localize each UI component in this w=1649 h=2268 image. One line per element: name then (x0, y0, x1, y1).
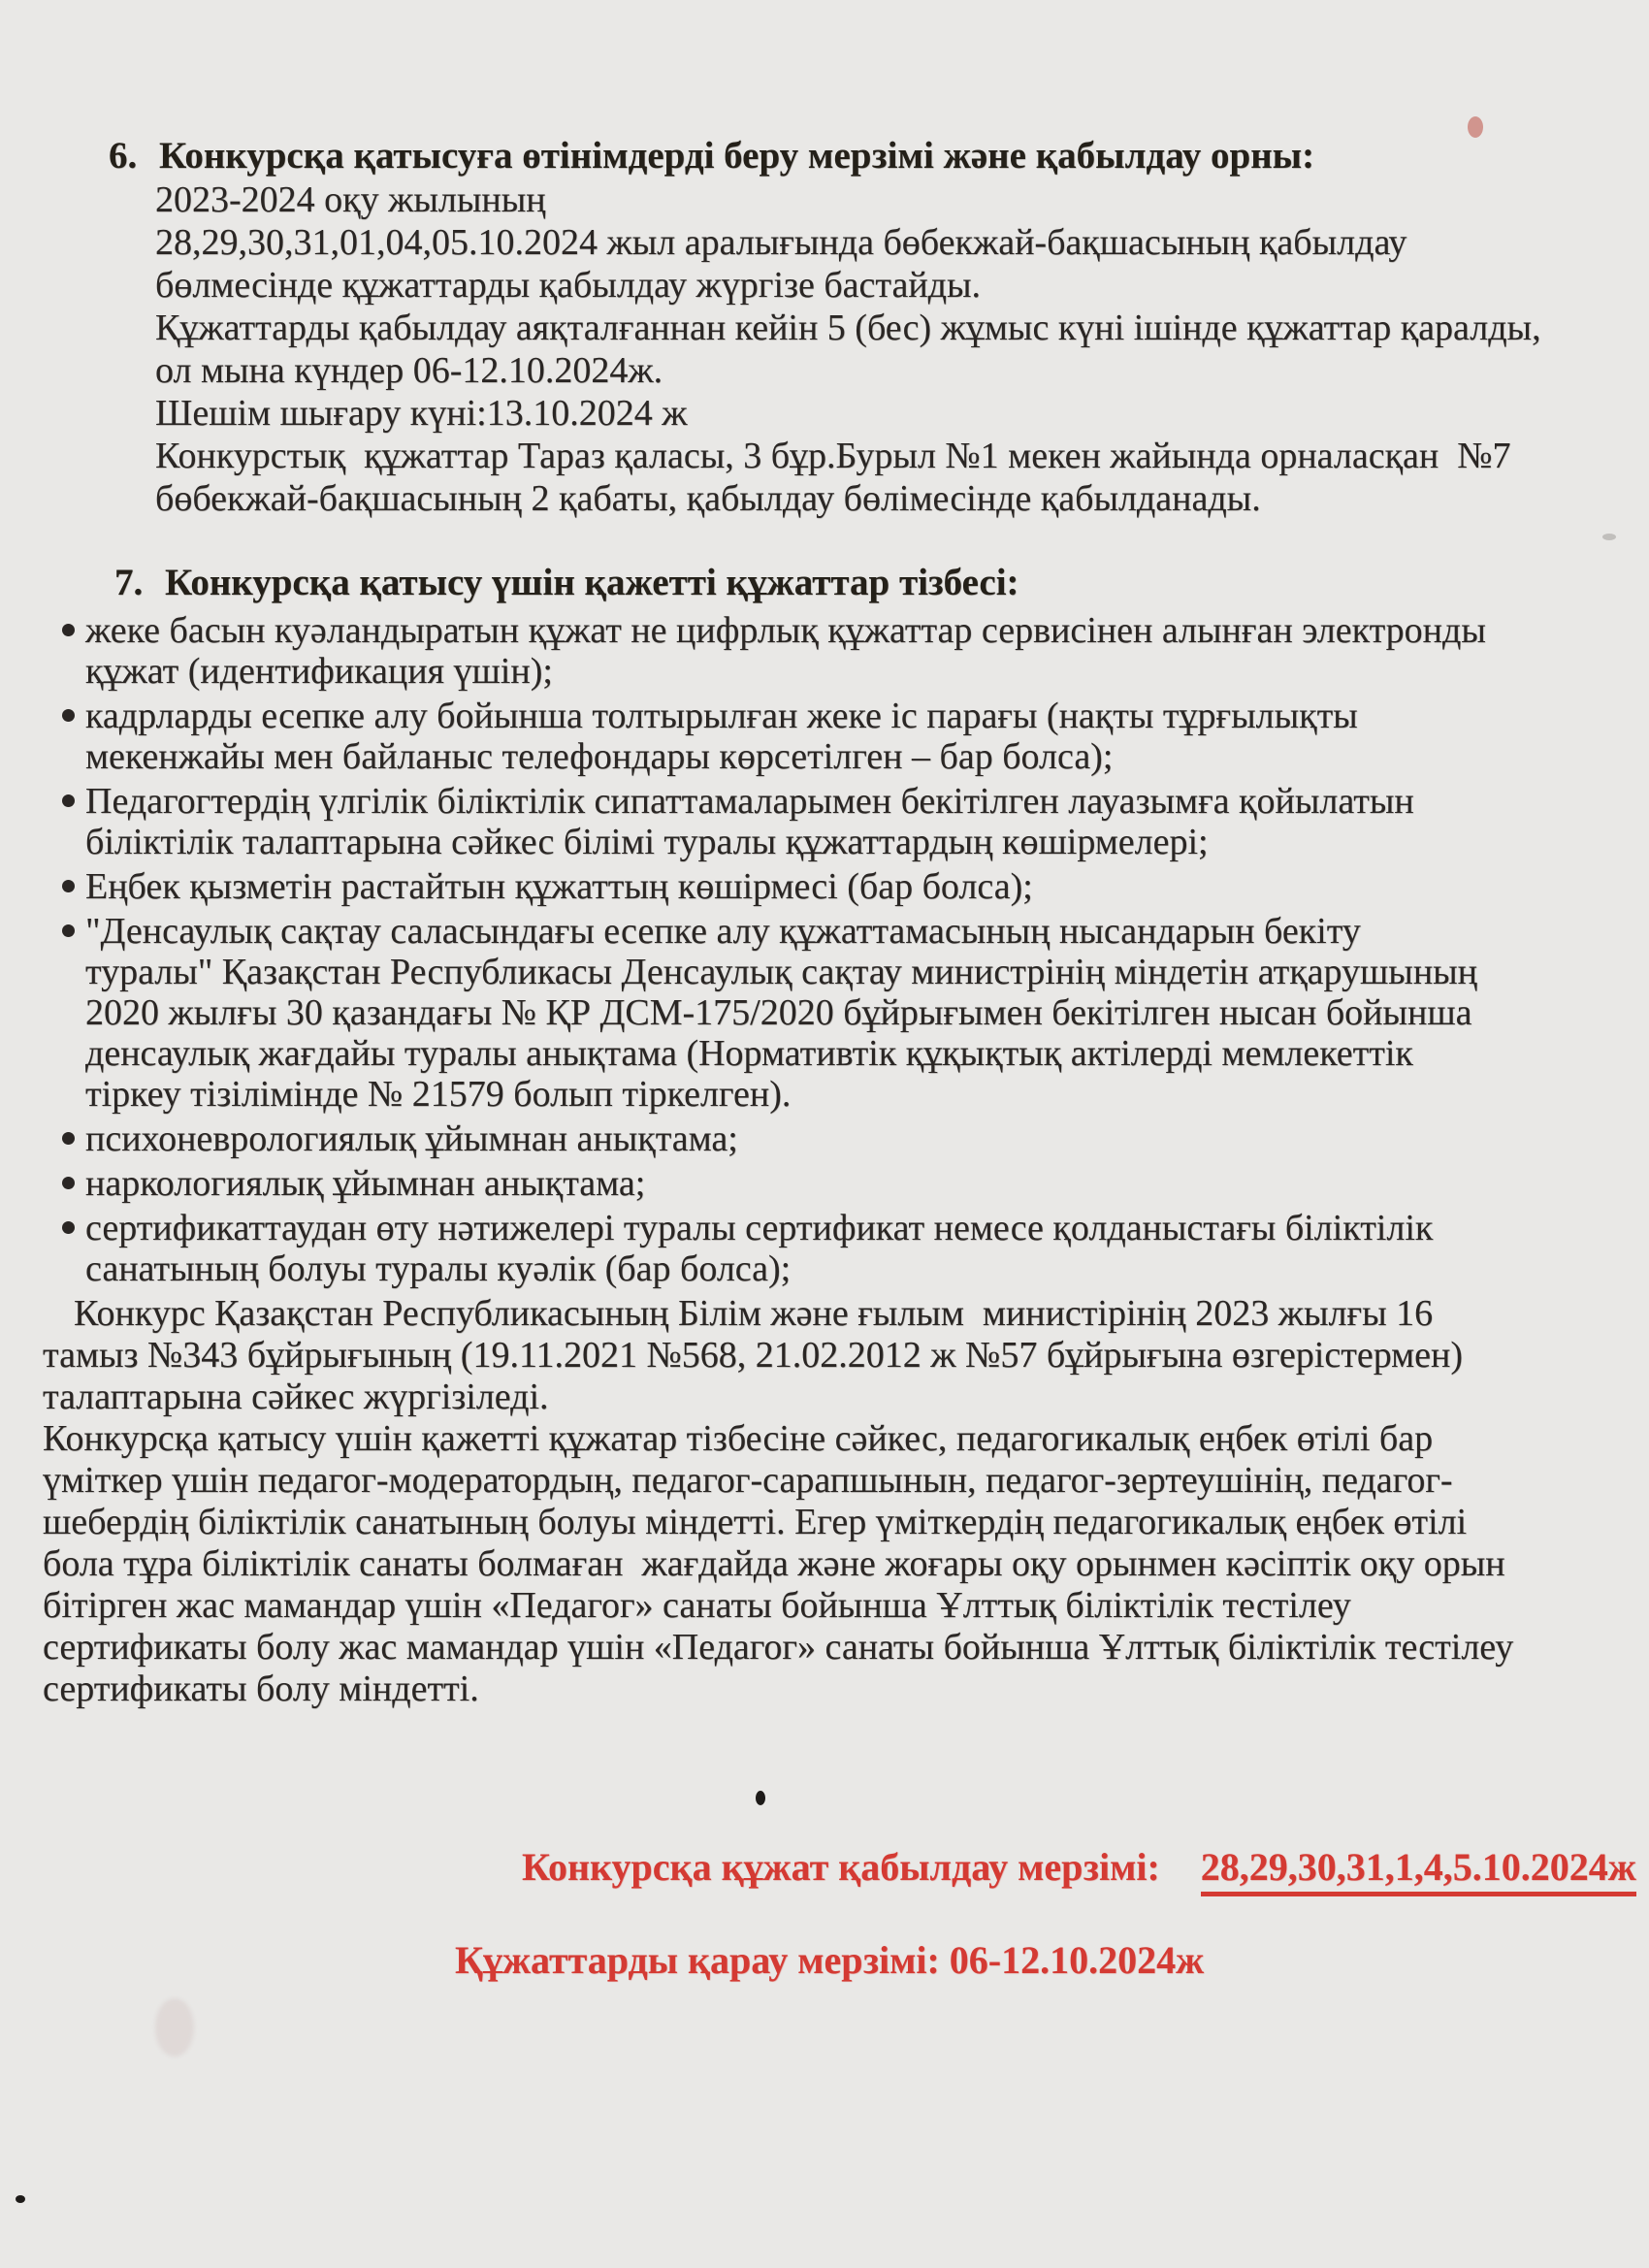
paragraph-line: бітірген жас мамандар үшін «Педагог» санаты бойынша Ұлттық біліктілік тестілеу (43, 1585, 1351, 1626)
section-6-number: 6. (109, 135, 138, 177)
list-item (0, 1118, 1649, 1159)
list-item-line: сертификаттаудан өту нәтижелері туралы сертификат немесе қолданыстағы біліктілік (85, 1208, 1434, 1248)
section-6-title: Конкурсқа қатысуға өтінімдерді беру мерзімі және қабылдау орны: (159, 135, 1315, 177)
scan-smudge (155, 1998, 194, 2057)
required-documents-list (0, 610, 1649, 1289)
section-7-number: 7. (114, 562, 144, 603)
scan-speck (16, 2195, 25, 2203)
bullet-icon (62, 1132, 75, 1145)
section-7-title: Конкурсқа қатысу үшін қажетті құжаттар тізбесі: (165, 562, 1019, 603)
list-item-line: психоневрологиялық ұйымнан анықтама; (85, 1118, 738, 1159)
section-6-body (155, 178, 1649, 520)
acceptance-period-line (444, 1798, 1649, 1937)
paragraph-line: тамыз №343 бұйрығының (19.11.2021 №568, 21.02.2012 ж №57 бұйрығына өзгерістермен) (43, 1335, 1464, 1376)
paragraph-line: шебердің біліктілік санатының болуы міндетті. Егер үміткердің педагогикалық еңбек өтілі (43, 1502, 1468, 1542)
list-item-line: Педагогтердің үлгілік біліктілік сипаттамаларымен бекітілген лауазымға қойылатын (85, 781, 1414, 822)
text-line: Шешім шығару күні:13.10.2024 ж (155, 393, 688, 434)
section-7-heading (114, 561, 1649, 605)
paragraph-line: Конкурсқа қатысу үшін қажетті құжатар тізбесіне сәйкес, педагогикалық еңбек өтілі бар (43, 1418, 1434, 1459)
list-item-line: денсаулық жағдайы туралы анықтама (Нормативтік құқықтық актілерді мемлекеттік (85, 1033, 1413, 1074)
list-item-line: жеке басын куәландыратын құжат не цифрлық құжаттар сервисінен алынған электронды (85, 610, 1486, 651)
text-line: Конкурстық құжаттар Тараз қаласы, 3 бұр.Бурыл №1 мекен жайында орналасқан №7 (155, 436, 1511, 476)
bullet-icon (62, 709, 75, 722)
bullet-icon (62, 924, 75, 937)
list-item-line: біліктілік талаптарына сәйкес білімі туралы құжаттардың көшірмелері; (85, 822, 1209, 862)
scan-speck (1602, 534, 1616, 540)
text-line: 2023-2024 оқу жылының (155, 179, 546, 220)
list-item-line: кадрларды есепке алу бойынша толтырылған жеке іс парағы (нақты тұрғылықты (85, 696, 1358, 736)
text-line: бөлмесінде құжаттарды қабылдау жүргізе бастайды. (155, 265, 982, 306)
list-item (0, 781, 1649, 862)
list-item-line: санатының болуы туралы куәлік (бар болса); (85, 1248, 792, 1289)
text-line: ол мына күндер 06-12.10.2024ж. (155, 350, 663, 391)
legal-basis-paragraph (43, 1293, 1649, 1418)
list-item (0, 696, 1649, 777)
text-line: Құжаттарды қабылдау аяқталғаннан кейін 5 (бес) жұмыс күні ішінде құжаттар қаралды, (155, 308, 1541, 348)
review-period-line: Құжаттарды қарау мерзімі: 06-12.10.2024ж (455, 1938, 1205, 1982)
section-6-heading (109, 134, 1649, 178)
list-item-line: Еңбек қызметін растайтын құжаттың көшірмесі (бар болса); (85, 866, 1033, 907)
paragraph-line: талаптарына сәйкес жүргізіледі. (43, 1377, 549, 1417)
bullet-icon (62, 880, 75, 892)
list-item-line: наркологиялық ұйымнан анықтама; (85, 1163, 646, 1204)
list-item-line: 2020 жылғы 30 қазандағы № ҚР ДСМ-175/2020 бұйрығымен бекітілген нысан бойынша (85, 992, 1472, 1033)
list-item (0, 1208, 1649, 1289)
footer-notice (0, 1798, 1649, 1984)
list-item (0, 1163, 1649, 1204)
bullet-icon (62, 1221, 75, 1234)
paragraph-line: сертификаты болу жас мамандар үшін «Педагог» санаты бойынша Ұлттық біліктілік тестілеу (43, 1627, 1514, 1668)
text-line: 28,29,30,31,01,04,05.10.2024 жыл аралығында бөбекжай-бақшасының қабылдау (155, 222, 1407, 263)
paragraph-line: сертификаты болу міндетті. (43, 1669, 479, 1709)
bullet-icon (62, 794, 75, 807)
scan-speck (756, 1791, 765, 1805)
list-item (0, 911, 1649, 1115)
acceptance-period-label: Конкурсқа құжат қабылдау мерзімі: (522, 1845, 1160, 1889)
list-item-line: мекенжайы мен байланыс телефондары көрсетілген – бар болса); (85, 736, 1114, 777)
list-item-line: туралы" Қазақстан Республикасы Денсаулық сақтау министрінің міндетін атқарушының (85, 952, 1478, 992)
paragraph-line: бола тұра біліктілік санаты болмаған жағдайда және жоғары оқу орынмен кәсіптік оқу орын (43, 1543, 1505, 1584)
list-item-line: құжат (идентификация үшін); (85, 651, 553, 692)
paragraph-line: үміткер үшін педагог-модератордың, педагог-сарапшынын, педагог-зертеушінің, педагог- (43, 1460, 1453, 1501)
list-item (0, 866, 1649, 907)
qualification-requirement-paragraph (43, 1418, 1649, 1710)
scan-speck (1468, 116, 1483, 138)
text-line: бөбекжай-бақшасының 2 қабаты, қабылдау бөлімесінде қабылданады. (155, 478, 1261, 519)
acceptance-period-dates: 28,29,30,31,1,4,5.10.2024ж (1201, 1845, 1636, 1896)
bullet-icon (62, 624, 75, 636)
list-item-line: "Денсаулық сақтау саласындағы есепке алу құжаттамасының нысандарын бекіту (85, 911, 1361, 952)
paragraph-line: Конкурс Қазақстан Республикасының Білім және ғылым министірінің 2023 жылғы 16 (74, 1293, 1434, 1334)
bullet-icon (62, 1177, 75, 1189)
list-item (0, 610, 1649, 692)
list-item-line: тіркеу тізілімінде № 21579 болып тіркелген). (85, 1074, 792, 1115)
